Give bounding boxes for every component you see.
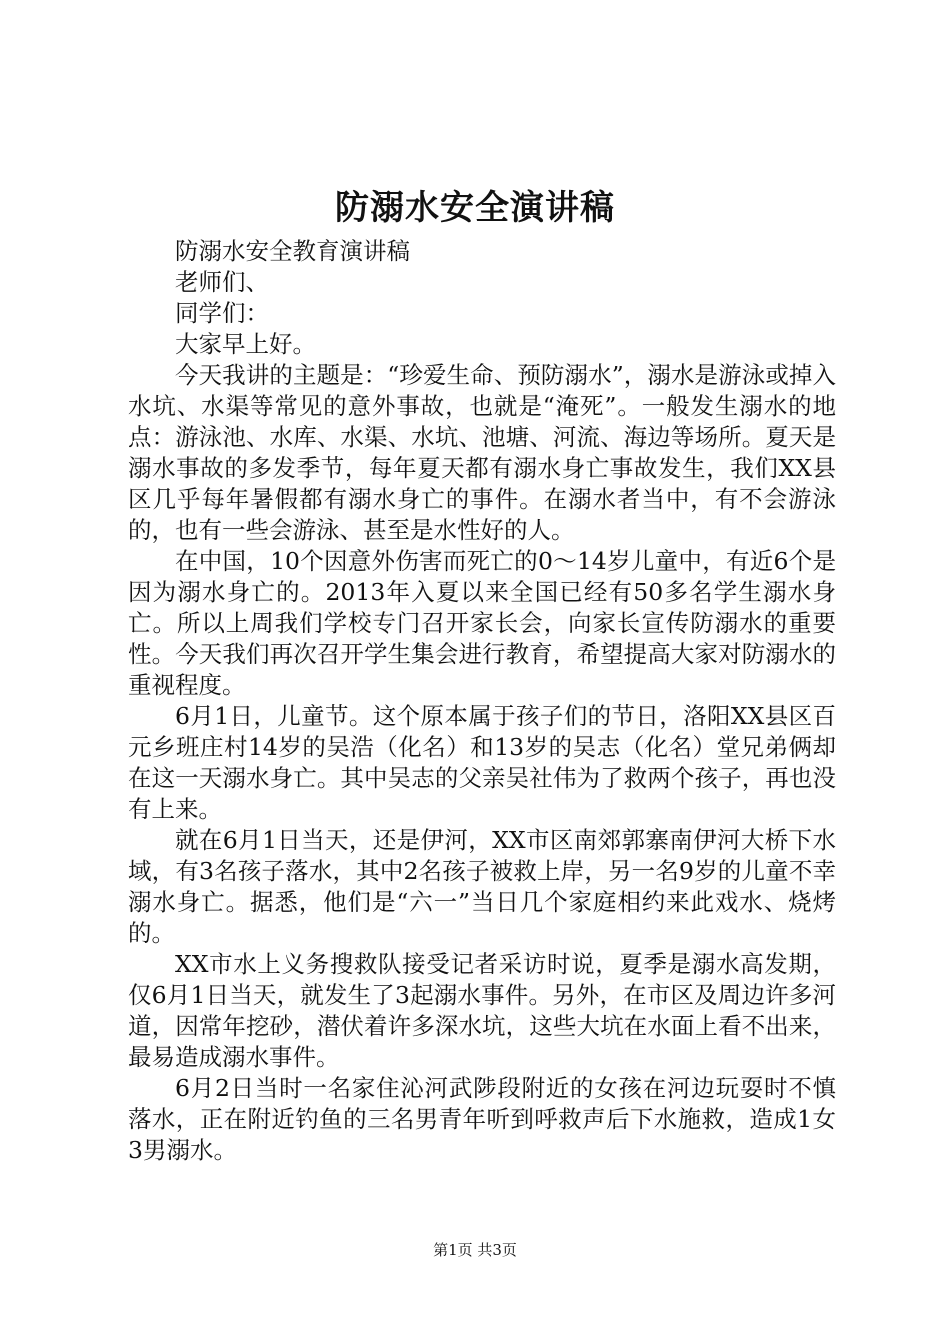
paragraph-qinhe-case: 6月2日当时一名家住沁河武陟段附近的女孩在河边玩耍时不慎落水，正在附近钓鱼的三名男青年听到呼救声后下水施救，造成1女3男溺水。 xyxy=(128,1074,836,1164)
paragraph-greeting: 大家早上好。 xyxy=(175,330,316,358)
paragraph-rescue-team: XX市水上义务搜救队接受记者采访时说，夏季是溺水高发期，仅6月1日当天，就发生了3起溺水事件。另外，在市区及周边许多河道，因常年挖砂，潜伏着许多深水坑，这些大坑在水面上看不出来，最易造成溺水事件。 xyxy=(128,950,836,1071)
page-indicator: 第1页 共3页 xyxy=(433,1241,517,1259)
document-title: 防溺水安全演讲稿 xyxy=(335,188,615,228)
paragraph-salutation-students: 同学们： xyxy=(175,299,269,327)
paragraph-yihe-case: 就在6月1日当天，还是伊河，XX市区南郊郭寨南伊河大桥下水域，有3名孩子落水，其中2名孩子被救上岸，另一名9岁的儿童不幸溺水身亡。据悉，他们是“六一”当日几个家庭相约来此戏水、烧烤的。 xyxy=(128,826,836,947)
paragraph-topic: 今天我讲的主题是：“珍爱生命、预防溺水”，溺水是游泳或掉入水坑、水渠等常见的意外事故，也就是“淹死”。一般发生溺水的地点：游泳池、水库、水渠、水坑、池塘、河流、海边等场所。夏天是溺水事故的多发季节，每年夏天都有溺水身亡事故发生，我们XX县区几乎每年暑假都有溺水身亡的事件。在溺水者当中，有不会游泳的，也有一些会游泳、甚至是水性好的人。 xyxy=(128,361,836,544)
paragraph-statistics: 在中国，10个因意外伤害而死亡的0～14岁儿童中，有近6个是因为溺水身亡的。2013年入夏以来全国已经有50多名学生溺水身亡。所以上周我们学校专门召开家长会，向家长宣传防溺水的重要性。今天我们再次召开学生集会进行教育，希望提高大家对防溺水的重视程度。 xyxy=(128,547,836,699)
paragraph-childrens-day-case: 6月1日，儿童节。这个原本属于孩子们的节日，洛阳XX县区百元乡班庄村14岁的吴浩（化名）和13岁的吴志（化名）堂兄弟俩却在这一天溺水身亡。其中吴志的父亲吴社伟为了救两个孩子，再也没有上来。 xyxy=(128,702,836,823)
paragraph-subtitle: 防溺水安全教育演讲稿 xyxy=(175,237,410,265)
paragraph-salutation-teachers: 老师们、 xyxy=(175,268,269,296)
document-body xyxy=(128,236,836,1166)
